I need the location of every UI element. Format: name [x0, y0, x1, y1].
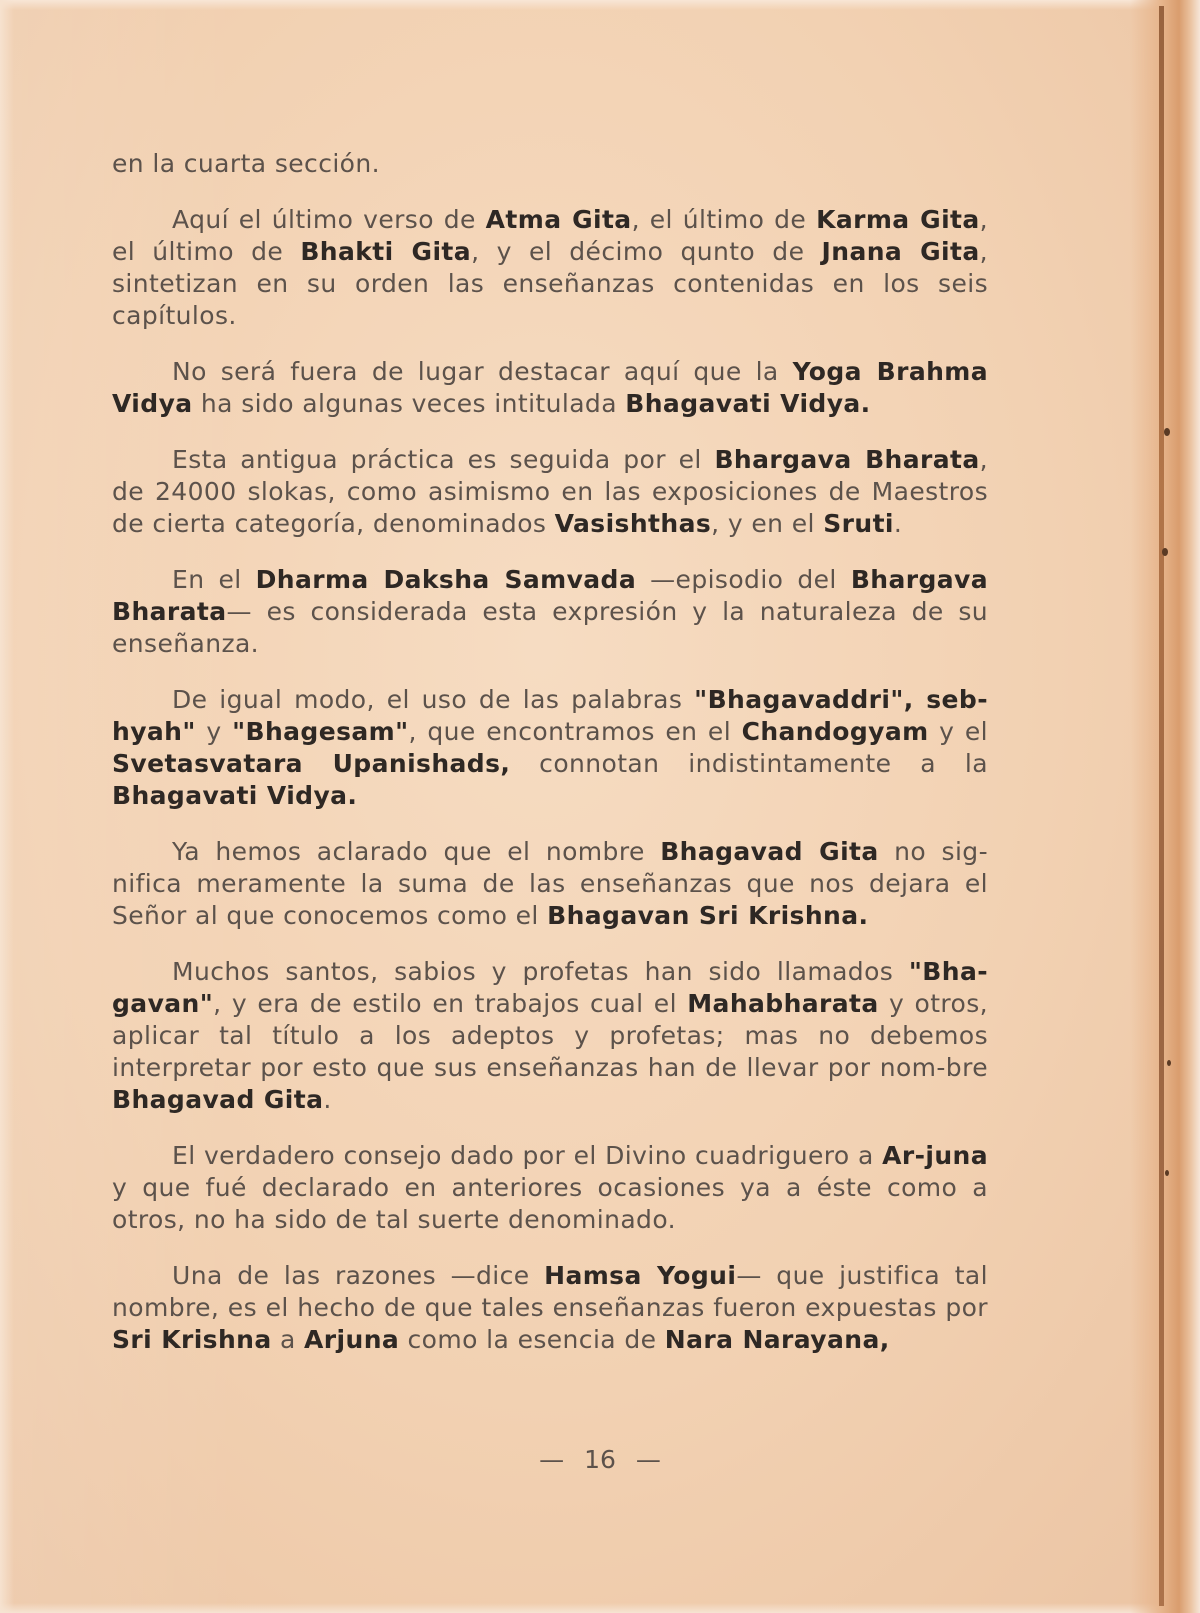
- text-run: , y en el: [711, 509, 824, 538]
- body-text: [112, 148, 988, 1380]
- footer-dash-left: —: [539, 1445, 565, 1474]
- book-binding-shadow: [1130, 0, 1200, 1613]
- bold-term: Chandogyam: [741, 717, 929, 746]
- text-run: no sig-nifica meramente la suma de las enseñanzas que nos dejara el Señor al que conocemos como el: [112, 837, 988, 930]
- text-run: , sintetizan en su orden las enseñanzas contenidas en los seis capítulos.: [112, 237, 988, 330]
- text-run: De igual modo, el uso de las palabras: [172, 685, 695, 714]
- bold-term: Svetasvatara Upanishads,: [112, 749, 511, 778]
- paragraph: [112, 356, 988, 420]
- bold-term: Bhagavan Sri Krishna.: [547, 901, 869, 930]
- text-run: No será fuera de lugar destacar aquí que la: [172, 357, 793, 386]
- footer-dash-right: —: [635, 1445, 661, 1474]
- bold-term: Yoga Brahma Vidya: [112, 357, 989, 418]
- bold-term: Nara Narayana,: [664, 1325, 890, 1354]
- paragraph: [112, 684, 988, 812]
- text-run: y que fué declarado en anteriores ocasiones ya a éste como a otros, no ha sido de tal suerte denominado.: [112, 1173, 988, 1234]
- text-run: y: [195, 717, 233, 746]
- binding-stitch-line: [1159, 6, 1164, 1606]
- bold-term: "Bhagavaddri", seb-hyah": [112, 685, 988, 746]
- text-run: El verdadero consejo dado por el Divino cuadriguero a: [172, 1141, 883, 1170]
- text-run: , el último de: [631, 205, 817, 234]
- bold-term: Bhagavad Gita: [660, 837, 879, 866]
- text-run: Aquí el último verso de: [172, 205, 486, 234]
- paragraph: [112, 836, 988, 932]
- bold-term: Dharma Daksha Samvada: [255, 565, 637, 594]
- text-run: ha sido algunas veces intitulada: [192, 389, 626, 418]
- text-run: , de 24000 slokas, como asimismo en las exposiciones de Maestros de cierta categoría, denominados: [112, 445, 988, 538]
- bold-term: Bhargava Bharata: [112, 565, 988, 626]
- bold-term: Bhagavati Vidya.: [625, 389, 871, 418]
- page-left-edge: [0, 0, 14, 1613]
- text-run: como la esencia de: [399, 1325, 665, 1354]
- paragraph: [112, 444, 988, 540]
- page-bottom-edge: [0, 1603, 1200, 1613]
- paragraph: [112, 564, 988, 660]
- paragraph: [112, 1140, 988, 1236]
- bold-term: Bhakti Gita: [300, 237, 472, 266]
- bold-term: Bhagavad Gita: [112, 1085, 324, 1114]
- text-run: Muchos santos, sabios y profetas han sido llamados: [172, 957, 909, 986]
- text-run: , y era de estilo en trabajos cual el: [213, 989, 688, 1018]
- bold-term: Karma Gita: [816, 205, 980, 234]
- text-run: connotan indistintamente a la: [510, 749, 988, 778]
- page-number: 16: [584, 1445, 616, 1474]
- text-run: Una de las razones —dice: [172, 1261, 545, 1290]
- bold-term: Bhagavati Vidya.: [112, 781, 358, 810]
- bold-term: Sruti: [823, 509, 894, 538]
- bold-term: Jnana Gita: [821, 237, 980, 266]
- text-run: y otros, aplicar tal título a los adeptos y profetas; mas no debemos interpretar por esto que sus enseñanzas han de llevar por nom-bre: [112, 989, 988, 1082]
- text-run: — que justifica tal nombre, es el hecho de que tales enseñanzas fueron expuestas por: [112, 1261, 988, 1322]
- text-run: y el: [928, 717, 988, 746]
- bold-term: Arjuna: [304, 1325, 400, 1354]
- paragraph: [112, 148, 988, 180]
- text-run: , el último de: [112, 205, 989, 266]
- paragraph: [112, 956, 988, 1116]
- text-run: , y el décimo qunto de: [471, 237, 822, 266]
- text-run: , que encontramos en el: [408, 717, 742, 746]
- bold-term: Mahabharata: [687, 989, 879, 1018]
- text-run: —episodio del: [636, 565, 851, 594]
- paper-speck: [1162, 548, 1168, 556]
- paper-speck: [1165, 1170, 1169, 1176]
- bold-term: Hamsa Yogui: [544, 1261, 737, 1290]
- paper-speck: [1164, 428, 1170, 436]
- paper-speck: [1167, 1060, 1171, 1066]
- text-run: En el: [172, 565, 256, 594]
- bold-term: Sri Krishna: [112, 1325, 272, 1354]
- text-run: Esta antigua práctica es seguida por el: [172, 445, 715, 474]
- text-run: Ya hemos aclarado que el nombre: [172, 837, 661, 866]
- bold-term: Vasishthas: [554, 509, 712, 538]
- text-run: en la cuarta sección.: [112, 149, 380, 178]
- page-footer: [0, 1445, 1200, 1474]
- text-run: — es considerada esta expresión y la naturaleza de su enseñanza.: [112, 597, 988, 658]
- bold-term: Ar-juna: [882, 1141, 988, 1170]
- page-top-edge: [0, 0, 1200, 10]
- bold-term: Bhargava Bharata: [714, 445, 980, 474]
- text-run: a: [271, 1325, 305, 1354]
- bold-term: Atma Gita: [485, 205, 632, 234]
- paragraph: [112, 204, 988, 332]
- bold-term: "Bhagesam": [232, 717, 409, 746]
- bold-term: "Bha-gavan": [112, 957, 988, 1018]
- text-run: .: [323, 1085, 332, 1114]
- paragraph: [112, 1260, 988, 1356]
- text-run: .: [893, 509, 903, 538]
